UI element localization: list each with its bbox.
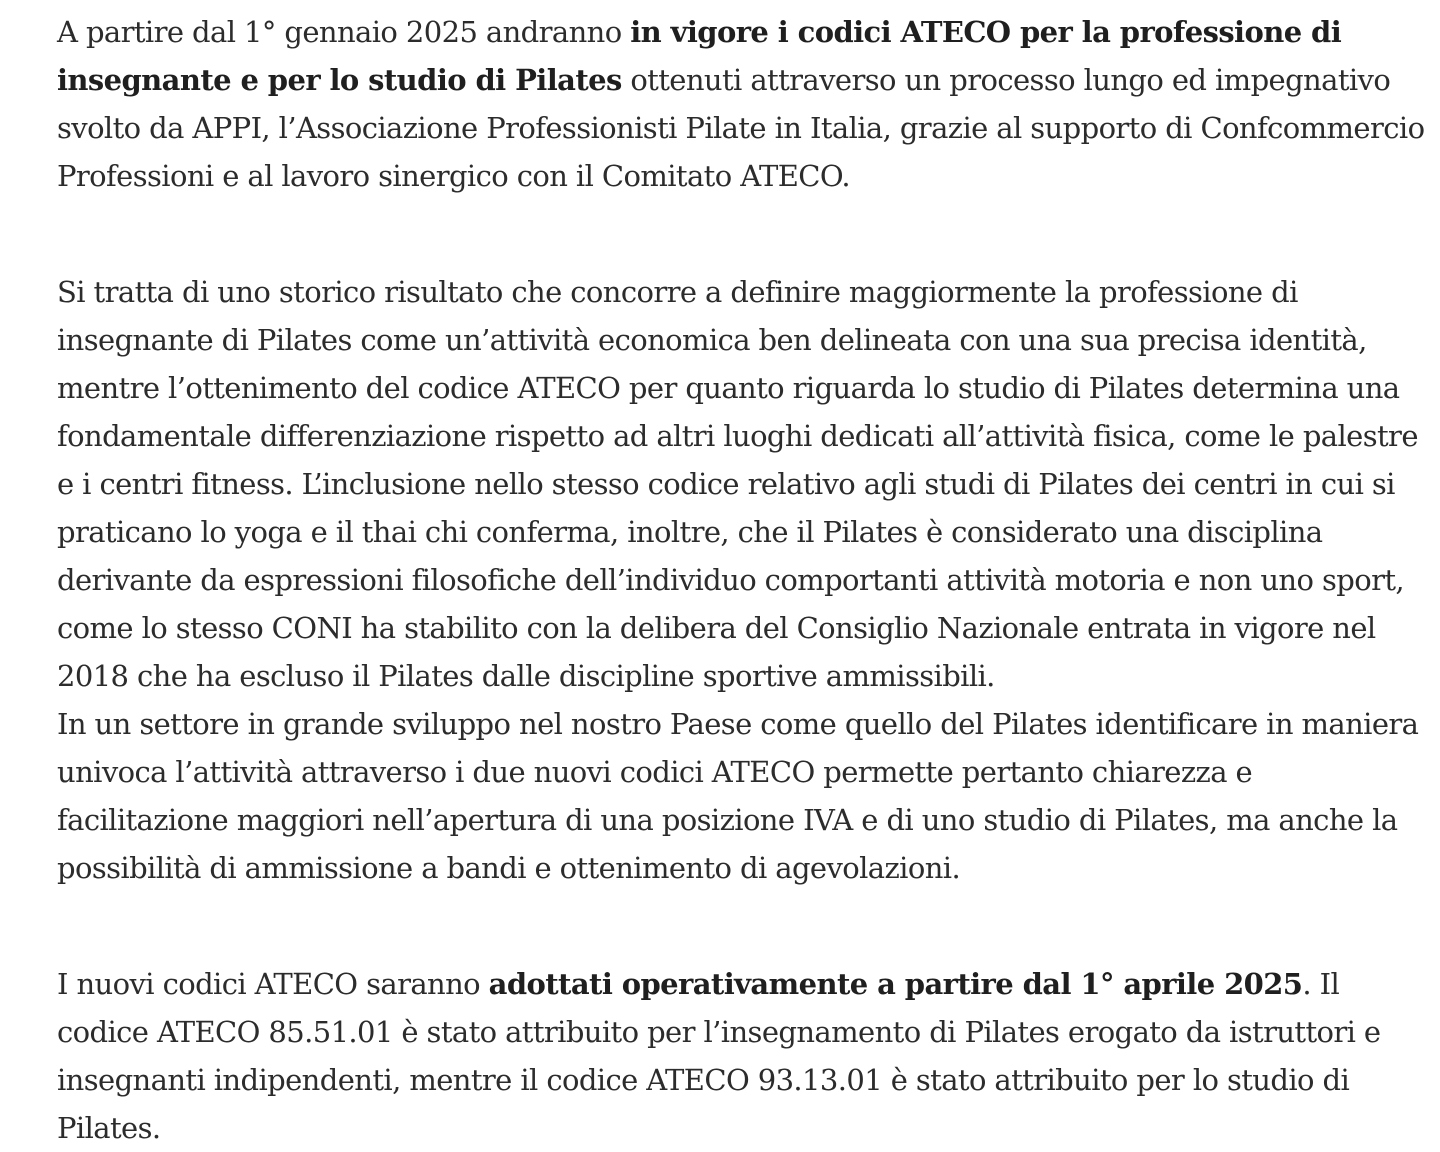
paragraph-historic-result: Si tratta di uno storico risultato che concorre a definire maggiormente la professione di insegnante di Pilates come un’attività economica ben delineata con una sua precisa identità, mentre l’ottenimento del codice ATECO per quanto riguarda lo studio di Pilates determina una fondamentale differenziazione rispetto ad altri luoghi dedicati all’attività fisica, come le palestre e i centri fitness. L’inclusione nello stesso codice relativo agli studi di Pilates dei centri in cui si praticano lo yoga e il thai chi conferma, inoltre, che il Pilates è considerato una disciplina derivante da espressioni filosofiche dell’individuo comportanti attività motoria e non uno sport, come lo stesso CONI ha stabilito con la delibera del Consiglio Nazionale entrata in vigore nel 2018 che ha escluso il Pilates dalle discipline sportive ammissibili.	[57, 275, 1418, 693]
paragraph-spacer	[57, 200, 1427, 268]
paragraph-new-codes	[57, 960, 1427, 1152]
codes-text-start: I nuovi codici ATECO saranno	[57, 967, 489, 1001]
codes-highlight: adottati operativamente a partire dal 1° aprile 2025	[488, 967, 1303, 1001]
article-body	[57, 8, 1427, 1152]
intro-highlight: in vigore i codici ATECO per la professione di insegnante e per lo studio di Pilates	[57, 15, 1342, 97]
paragraph-spacer	[57, 892, 1427, 960]
intro-text-end: ottenuti attraverso un processo lungo ed impegnativo svolto da APPI, l’Associazione Professionisti Pilate in Italia, grazie al supporto di Confcommercio Professioni e al lavoro sinergico con il Comitato ATECO.	[57, 63, 1425, 193]
intro-text-start: A partire dal 1° gennaio 2025 andranno	[57, 15, 631, 49]
paragraph-intro	[57, 8, 1427, 200]
paragraph-sector-growth: In un settore in grande sviluppo nel nostro Paese come quello del Pilates identificare in maniera univoca l’attività attraverso i due nuovi codici ATECO permette pertanto chiarezza e facilitazione maggiori nell’apertura di una posizione IVA e di uno studio di Pilates, ma anche la possibilità di ammissione a bandi e ottenimento di agevolazioni.	[57, 707, 1419, 885]
codes-text-end: . Il codice ATECO 85.51.01 è stato attribuito per l’insegnamento di Pilates erogato da istruttori e insegnanti indipendenti, mentre il codice ATECO 93.13.01 è stato attribuito per lo studio di Pilates.	[57, 967, 1381, 1145]
